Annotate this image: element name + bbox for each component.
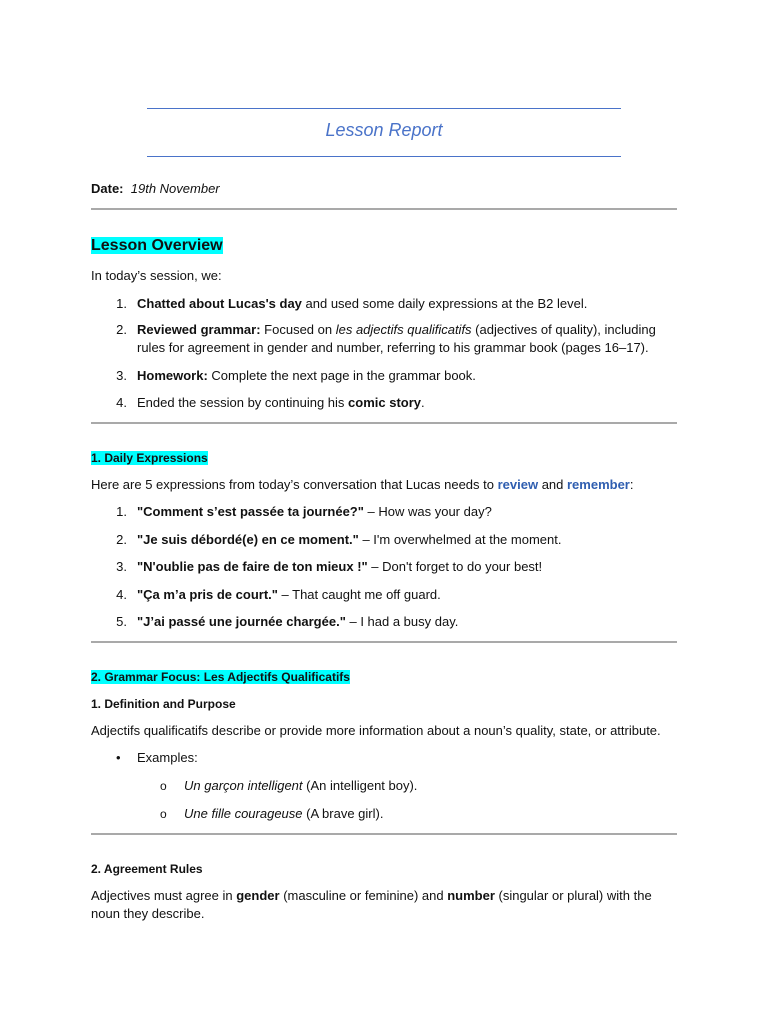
report-title: Lesson Report <box>325 120 443 140</box>
date-label: Date: <box>91 181 124 196</box>
bullet-icon: • <box>116 750 121 765</box>
expression-item: "Comment s’est passée ta journée?" – How was your day? <box>137 504 492 519</box>
list-number: 3. <box>116 559 127 574</box>
daily-intro: Here are 5 expressions from today’s conversation that Lucas needs to review and remember: <box>91 477 634 492</box>
expression-item: "J’ai passé une journée chargée." – I had a busy day. <box>137 614 459 629</box>
title-bottom-rule <box>147 156 621 157</box>
overview-heading: Lesson Overview <box>91 237 223 254</box>
circle-bullet-icon: o <box>160 779 167 793</box>
list-number: 2. <box>116 322 127 337</box>
title-top-rule <box>147 108 621 109</box>
list-number: 4. <box>116 587 127 602</box>
list-number: 1. <box>116 296 127 311</box>
example-item: Un garçon intelligent (An intelligent boy). <box>184 778 418 793</box>
overview-item: Chatted about Lucas's day and used some daily expressions at the B2 level. <box>137 296 588 311</box>
grammar-subheading: 1. Definition and Purpose <box>91 697 236 711</box>
expression-item: "Je suis débordé(e) en ce moment." – I'm overwhelmed at the moment. <box>137 532 562 547</box>
grammar-subheading: 2. Agreement Rules <box>91 862 203 876</box>
overview-item: Homework: Complete the next page in the grammar book. <box>137 368 476 383</box>
divider <box>91 641 677 643</box>
examples-label: Examples: <box>137 750 198 765</box>
example-item: Une fille courageuse (A brave girl). <box>184 806 384 821</box>
list-number: 5. <box>116 614 127 629</box>
expression-item: "N'oublie pas de faire de ton mieux !" – Don't forget to do your best! <box>137 559 543 574</box>
review-keyword: review <box>497 477 539 492</box>
date-value: 19th November <box>130 181 220 196</box>
daily-heading: 1. Daily Expressions <box>91 451 208 465</box>
grammar-definition: Adjectifs qualificatifs describe or provide more information about a noun’s quality, state, or attribute. <box>91 723 661 738</box>
list-number: 2. <box>116 532 127 547</box>
circle-bullet-icon: o <box>160 807 167 821</box>
date-line <box>91 180 220 198</box>
remember-keyword: remember <box>567 477 630 492</box>
divider <box>91 208 677 210</box>
expression-item: "Ça m’a pris de court." – That caught me off guard. <box>137 587 441 602</box>
agreement-rule: Adjectives must agree in gender (masculine or feminine) and number (singular or plural) with the <box>91 888 652 903</box>
agreement-rule-cont: noun they describe. <box>91 906 205 921</box>
divider <box>91 422 677 424</box>
overview-intro: In today’s session, we: <box>91 268 222 283</box>
list-number: 3. <box>116 368 127 383</box>
overview-item: Reviewed grammar: Focused on les adjectifs qualificatifs (adjectives of quality), including rules for agreement in gender and number, referring to his grammar book (pages 16–17). <box>137 322 656 355</box>
divider <box>91 833 677 835</box>
list-number: 4. <box>116 395 127 410</box>
overview-item: Ended the session by continuing his comic story. <box>137 395 425 410</box>
grammar-heading: 2. Grammar Focus: Les Adjectifs Qualificatifs <box>91 670 350 684</box>
list-number: 1. <box>116 504 127 519</box>
